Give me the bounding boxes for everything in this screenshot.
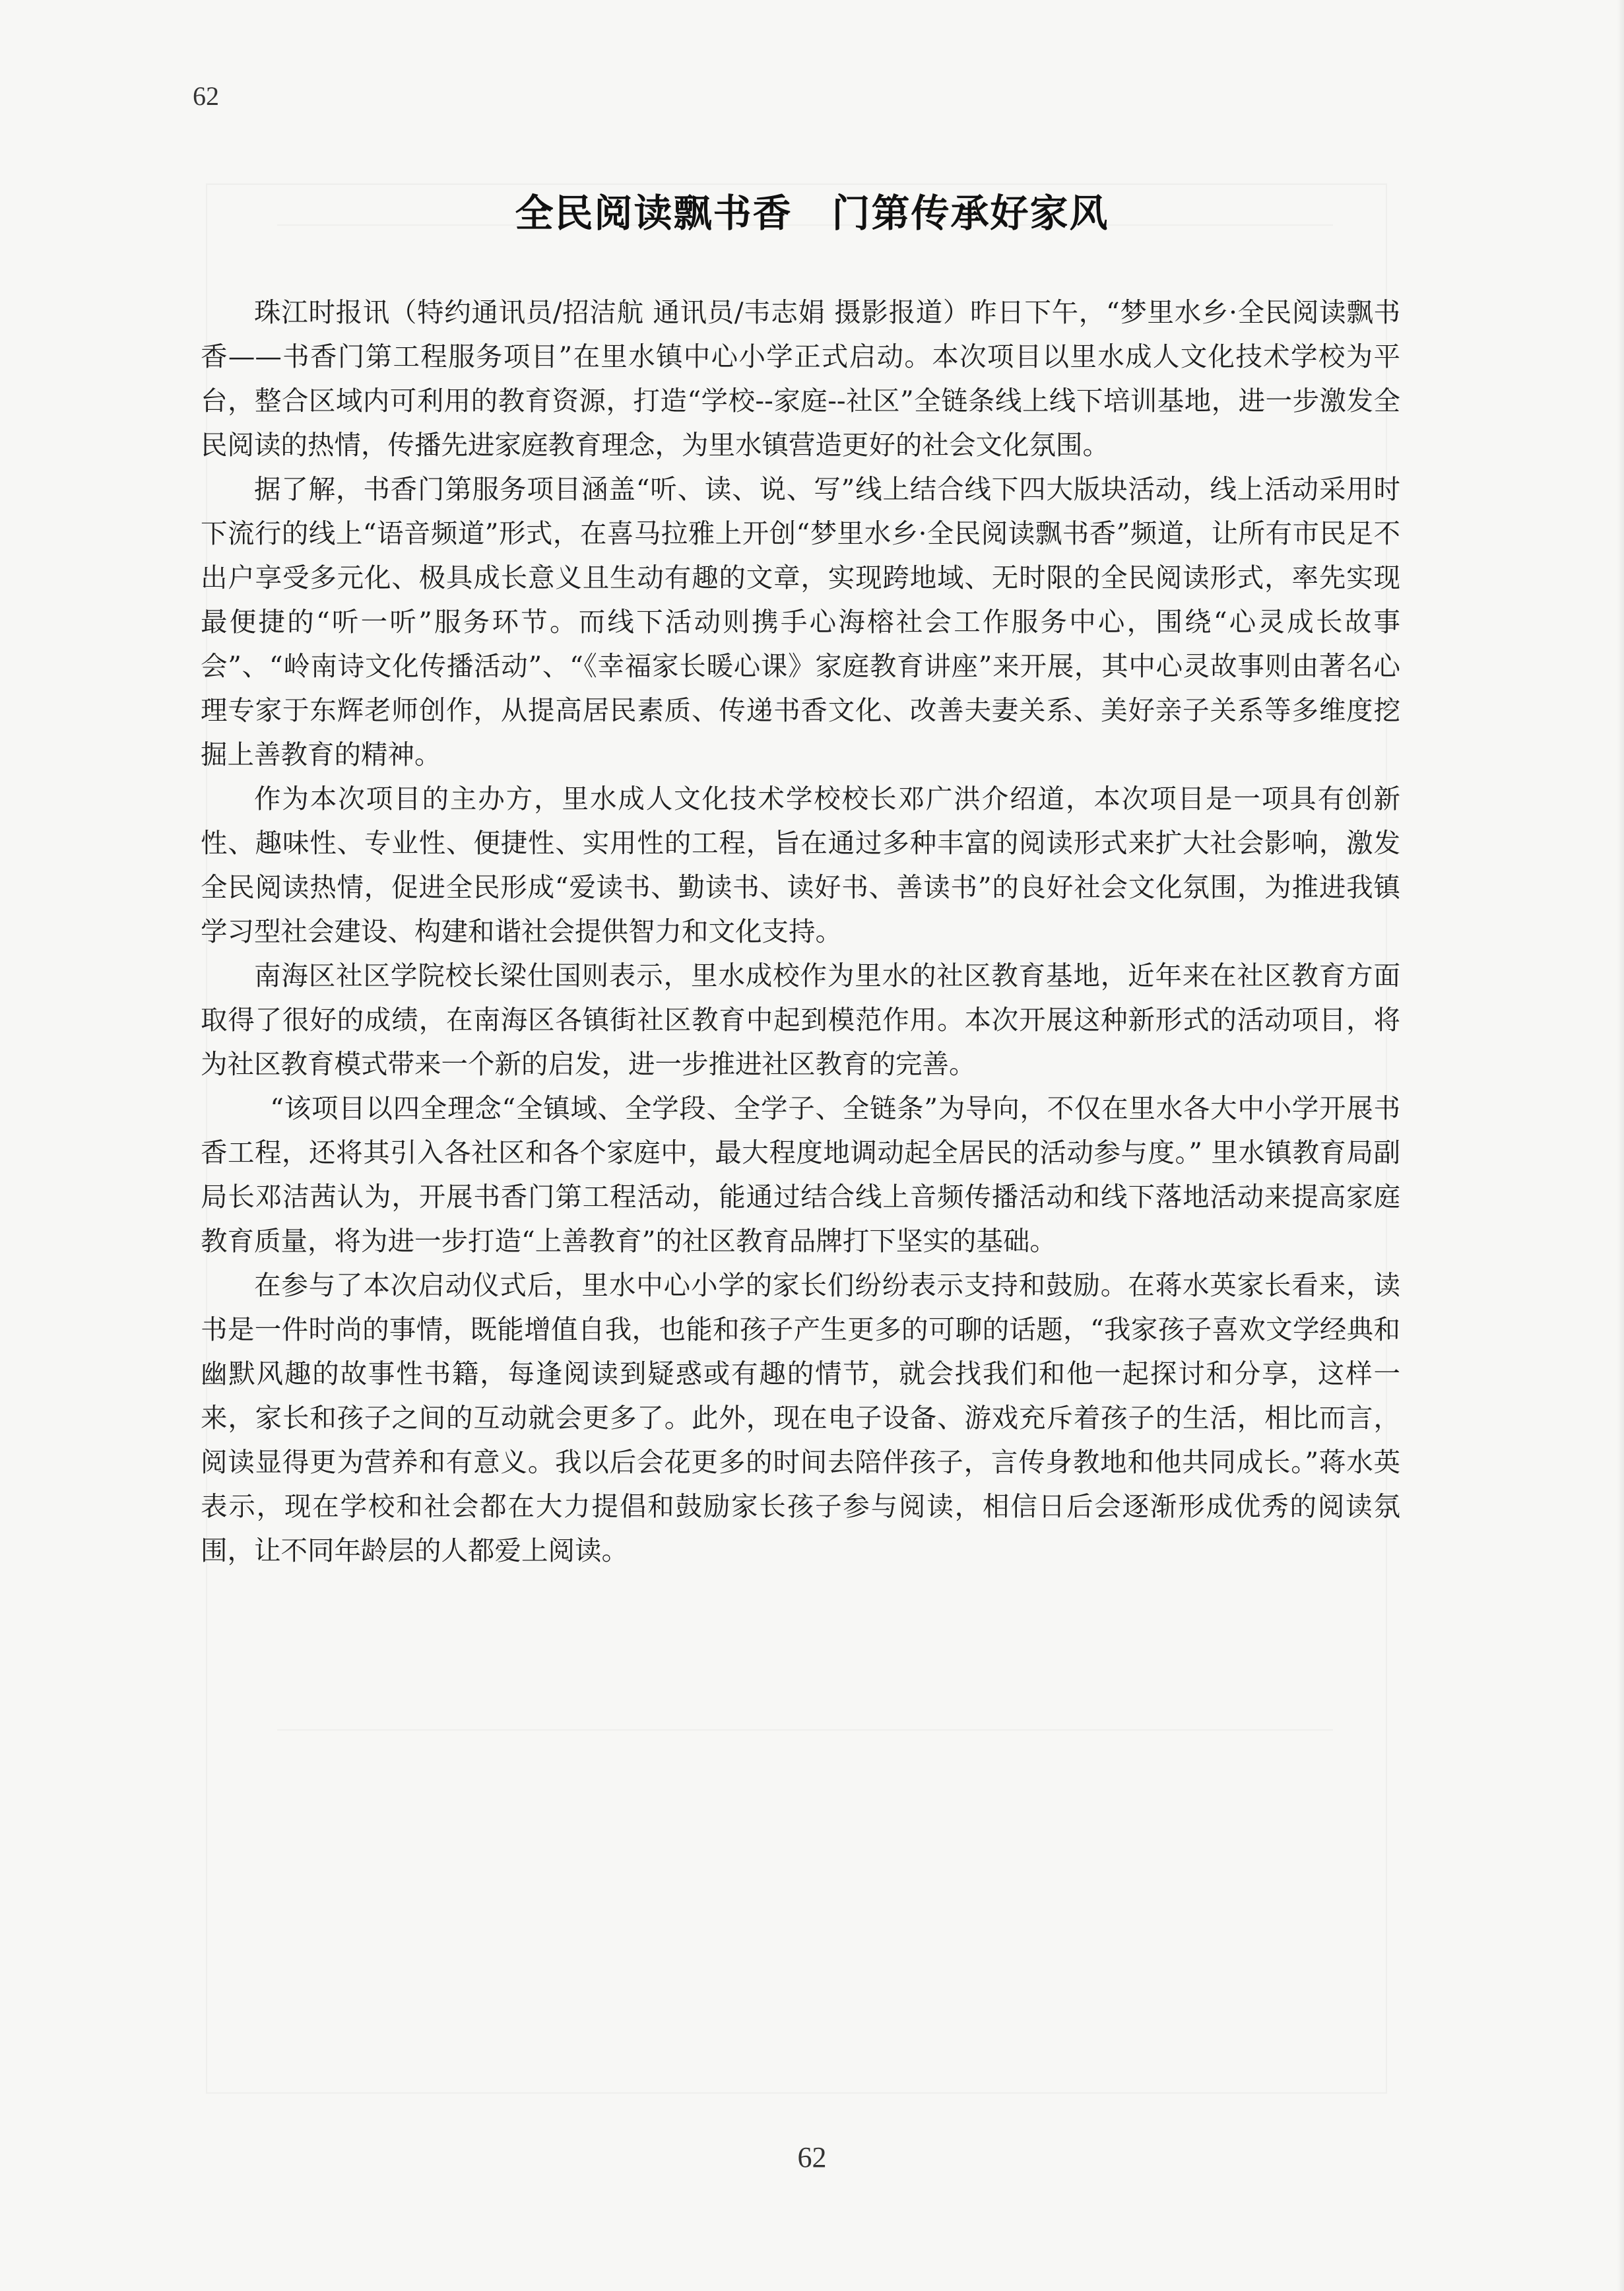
paragraph-2: 据了解，书香门第服务项目涵盖“听、读、说、写”线上结合线下四大版块活动，线上活动采用时下流行的线上“语音频道”形式，在喜马拉雅上开创“梦里水乡·全民阅读飘书香”频道，让所有市民足不出户享受多元化、极具成长意义且生动有趣的文章，实现跨地域、无时限的全民阅读形式，率先实现最便捷的“听一听”服务环节。而线下活动则携手心海榕社会工作服务中心，围绕“心灵成长故事会”、“岭南诗文化传播活动”、“《幸福家长暖心课》家庭教育讲座”来开展，其中心灵故事则由著名心理专家于东辉老师创作，从提高居民素质、传递书香文化、改善夫妻关系、美好亲子关系等多维度挖掘上善教育的精神。 [201,473,1400,770]
paragraph-6: 在参与了本次启动仪式后，里水中心小学的家长们纷纷表示支持和鼓励。在蒋水英家长看来，读书是一件时尚的事情，既能增值自我，也能和孩子产生更多的可聊的话题，“我家孩子喜欢文学经典和幽默风趣的故事性书籍，每逢阅读到疑惑或有趣的情节，就会找我们和他一起探讨和分享，这样一来，家长和孩子之间的互动就会更多了。此外，现在电子设备、游戏充斥着孩子的生活，相比而言，阅读显得更为营养和有意义。我以后会花更多的时间去陪伴孩子，言传身教地和他共同成长。”蒋水英表示，现在学校和社会都在大力提倡和鼓励家长孩子参与阅读，相信日后会逐渐形成优秀的阅读氛围，让不同年龄层的人都爱上阅读。 [201,1269,1400,1566]
paragraph-5: “该项目以四全理念“全镇域、全学段、全学子、全链条”为导向，不仅在里水各大中小学开展书香工程，还将其引入各社区和各个家庭中，最大程度地调动起全居民的活动参与度。” 里水镇教育局副局长邓洁茜认为，开展书香门第工程活动，能通过结合线上音频传播活动和线下落地活动来提高家庭教育质量，将为进一步打造“上善教育”的社区教育品牌打下坚实的基础。 [201,1092,1400,1257]
page-number-bottom: 62 [797,2141,827,2174]
page-number-top: 62 [193,81,219,111]
article-title: 全民阅读飘书香 门第传承好家风 [515,191,1109,236]
bleed-through-rule [277,1729,1333,1731]
paragraph-3: 作为本次项目的主办方，里水成人文化技术学校校长邓广洪介绍道，本次项目是一项具有创新性、趣味性、专业性、便捷性、实用性的工程，旨在通过多种丰富的阅读形式来扩大社会影响，激发全民阅读热情，促进全民形成“爱读书、勤读书、读好书、善读书”的良好社会文化氛围，为推进我镇学习型社会建设、构建和谐社会提供智力和文化支持。 [201,783,1401,947]
scan-edge-shadow [1617,0,1624,2291]
article-body [201,290,1400,1573]
paragraph-1: 珠江时报讯（特约通讯员/招洁航 通讯员/韦志娟 摄影报道）昨日下午，“梦里水乡·全民阅读飘书香——书香门第工程服务项目”在里水镇中心小学正式启动。本次项目以里水成人文化技术学校为平台，整合区域内可利用的教育资源，打造“学校--家庭--社区”全链条线上线下培训基地，进一步激发全民阅读的热情，传播先进家庭教育理念，为里水镇营造更好的社会文化氛围。 [201,296,1400,461]
paragraph-4: 南海区社区学院校长梁仕国则表示，里水成校作为里水的社区教育基地，近年来在社区教育方面取得了很好的成绩，在南海区各镇街社区教育中起到模范作用。本次开展这种新形式的活动项目，将为社区教育模式带来一个新的启发，进一步推进社区教育的完善。 [201,960,1400,1080]
